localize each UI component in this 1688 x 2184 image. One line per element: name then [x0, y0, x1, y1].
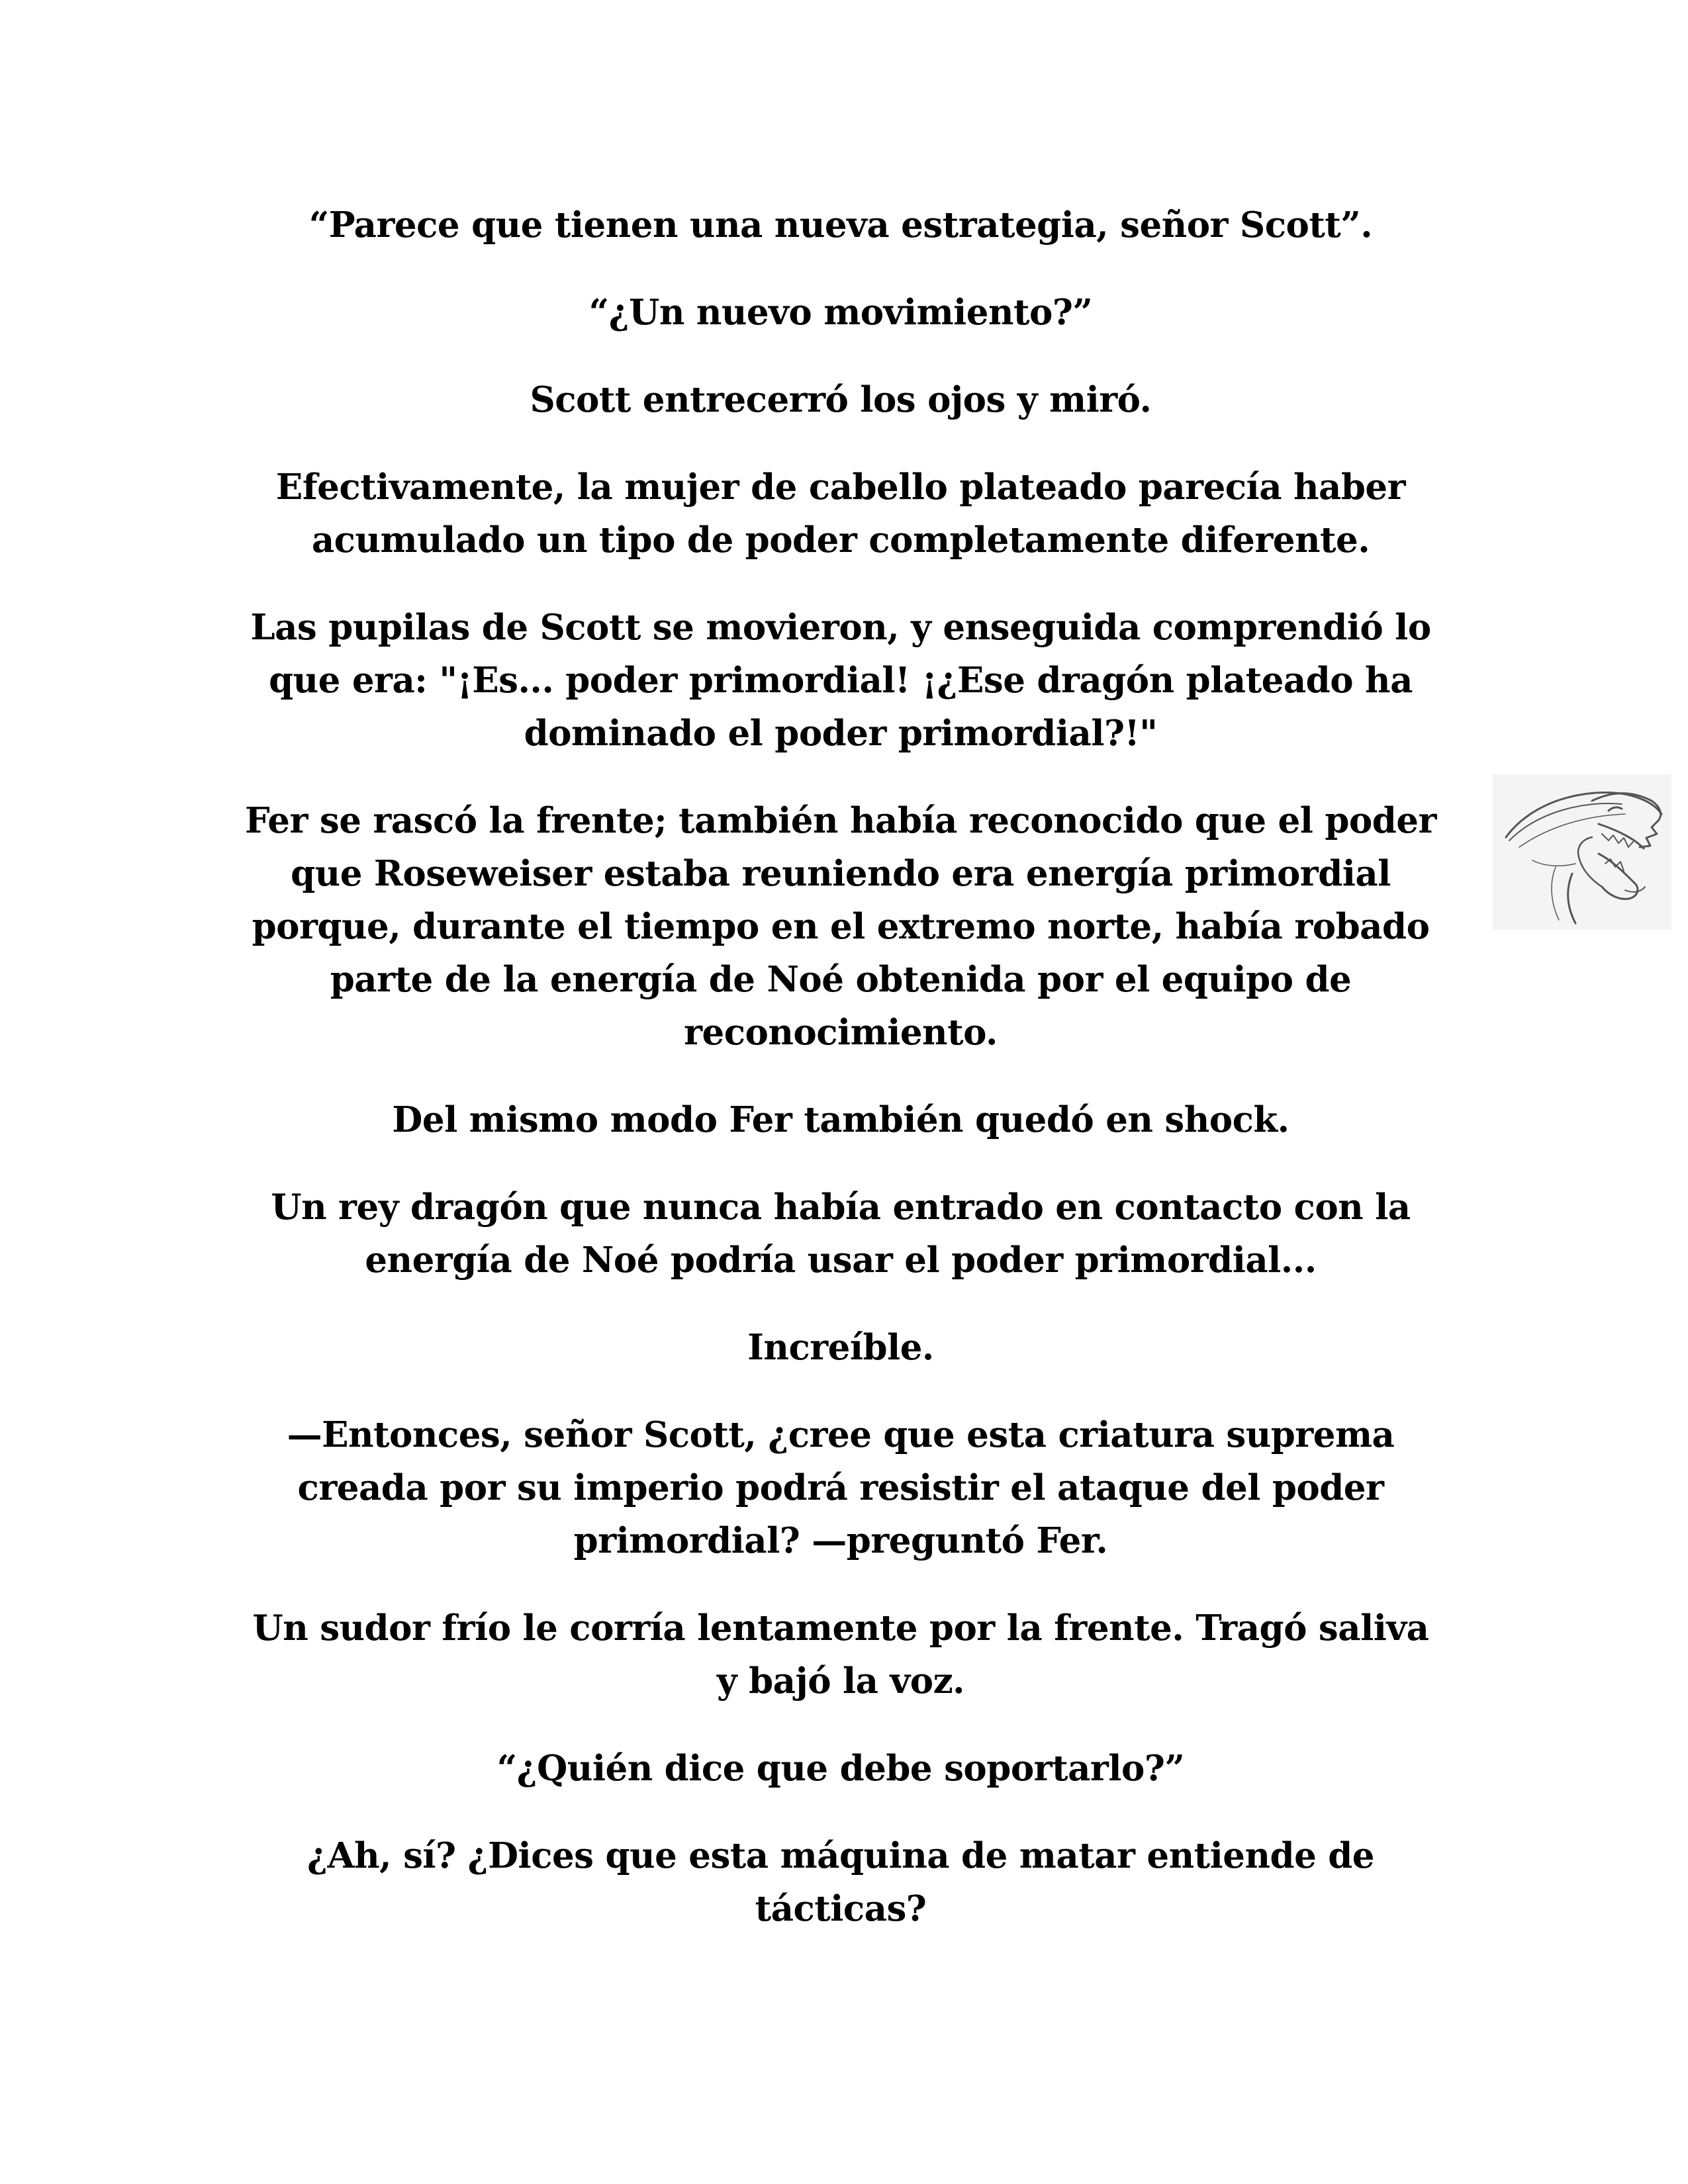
paragraph-7: Del mismo modo Fer también quedó en shock. [392, 1099, 1289, 1140]
paragraph-10: —Entonces, señor Scott, ¿cree que esta criatura suprema creada por su imperio podrá resistir el ataque del poder primordial? —preguntó Fer. [287, 1414, 1395, 1561]
paragraph-5: Las pupilas de Scott se movieron, y enseguida comprendió lo que era: "¡Es... poder primordial! ¡¿Ese dragón plateado ha dominado el poder primordial?!" [250, 607, 1431, 754]
paragraph-4: Efectivamente, la mujer de cabello plateado parecía haber acumulado un tipo de poder completamente diferente. [275, 467, 1406, 561]
paragraph-6: Fer se rascó la frente; también había reconocido que el poder que Roseweiser estaba reuniendo era energía primordial porque, durante el tiempo en el extremo norte, había robado parte de la energía de Noé obtenida por el equipo de reconocimiento. [245, 800, 1436, 1053]
paragraph-13: ¿Ah, sí? ¿Dices que esta máquina de matar entiende de tácticas? [306, 1835, 1375, 1929]
paragraph-9: Increíble. [747, 1327, 934, 1368]
paragraph-8: Un rey dragón que nunca había entrado en contacto con la energía de Noé podría usar el poder primordial... [271, 1187, 1411, 1281]
text-column [238, 199, 1443, 1970]
paragraph-2: “¿Un nuevo movimiento?” [588, 292, 1093, 333]
paragraph-3: Scott entrecerró los ojos y miró. [530, 379, 1152, 420]
dinosaur-head-sketch-icon [1493, 774, 1671, 930]
paragraph-11: Un sudor frío le corría lentamente por la frente. Tragó saliva y bajó la voz. [252, 1608, 1429, 1702]
paragraph-12: “¿Quién dice que debe soportarlo?” [496, 1748, 1185, 1789]
paragraph-1: “Parece que tienen una nueva estrategia, señor Scott”. [308, 205, 1373, 246]
